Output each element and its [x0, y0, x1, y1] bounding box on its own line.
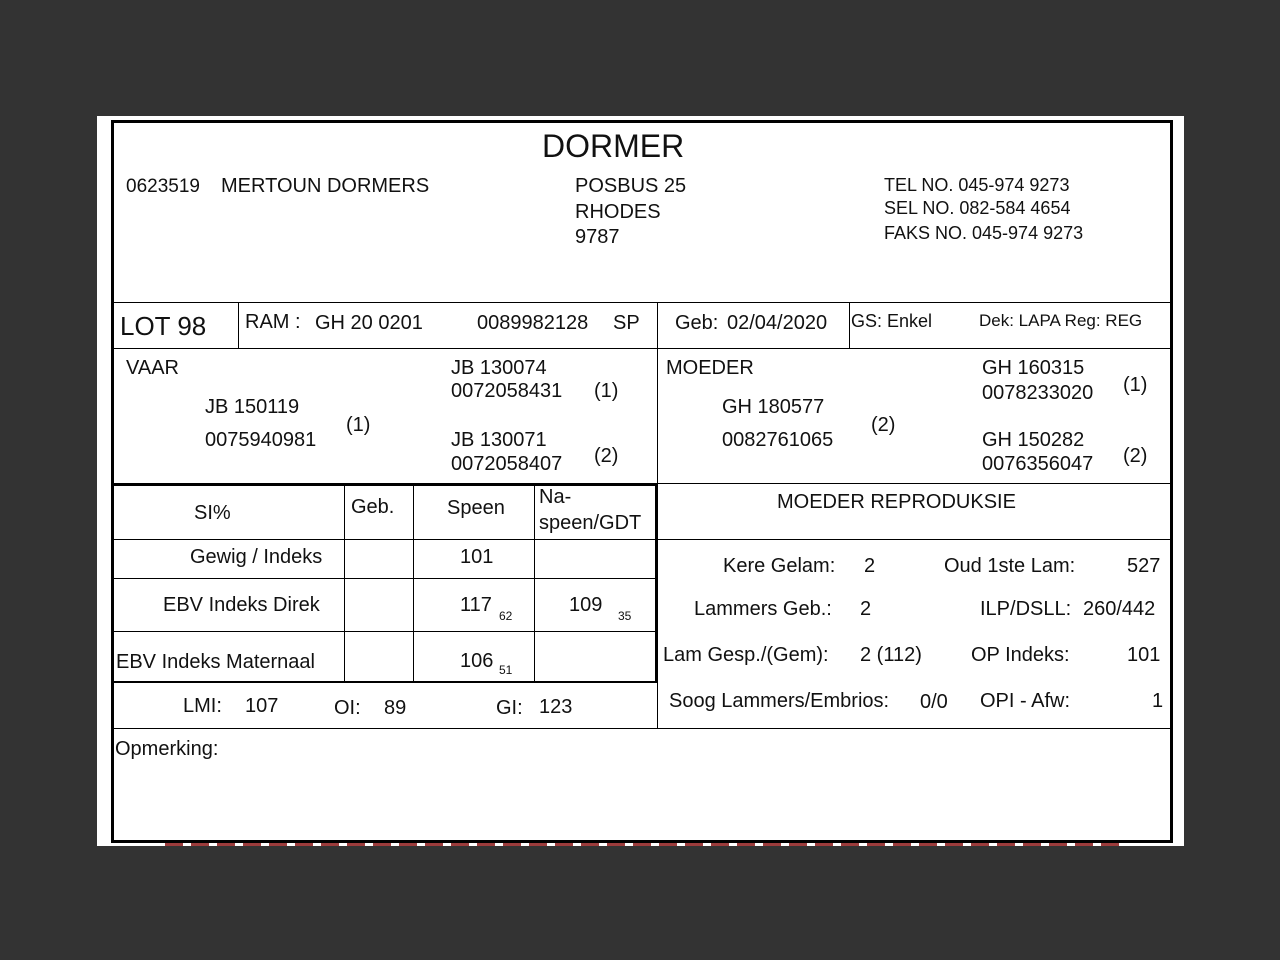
dam-sire-reg: 0078233020: [982, 382, 1094, 404]
ram-grade: SP: [613, 312, 640, 334]
ebv-maternaal-speen-accuracy: 51: [499, 663, 513, 677]
divider: [413, 484, 414, 682]
dam-sire-count: (1): [1123, 374, 1148, 396]
sire-sire-id: JB 130074: [451, 357, 547, 379]
birth-date-label: Geb:: [675, 312, 719, 334]
col-header-naspeen-1: Na-: [539, 486, 572, 508]
sire-dam-count: (2): [594, 445, 619, 467]
ebv-direk-speen: 117: [460, 594, 492, 616]
divider: [114, 539, 1172, 540]
reproduction-title: MOEDER REPRODUKSIE: [777, 491, 1016, 513]
ram-label: RAM :: [245, 311, 301, 333]
opi-value: 1: [1152, 690, 1164, 712]
address-line-2: RHODES: [575, 201, 661, 223]
oud-label: Oud 1ste Lam:: [944, 555, 1076, 577]
sel-number: SEL NO. 082-584 4654: [884, 198, 1071, 218]
breed-title: DORMER: [542, 128, 685, 164]
divider: [114, 728, 1172, 729]
op-value: 101: [1127, 644, 1161, 666]
sire-id: JB 150119: [205, 396, 300, 418]
oi-label: OI:: [334, 697, 361, 719]
address-line-3: 9787: [575, 226, 620, 248]
soog-value: 0/0: [920, 691, 948, 713]
remarks-label: Opmerking:: [115, 738, 219, 760]
dam-dam-reg: 0076356047: [982, 453, 1094, 475]
row-label-ebv-maternaal: EBV Indeks Maternaal: [116, 651, 315, 673]
lmi-value: 107: [245, 695, 279, 717]
tel-number: TEL NO. 045-974 9273: [884, 175, 1070, 195]
col-header-geb: Geb.: [351, 496, 395, 518]
divider: [534, 484, 535, 682]
lammers-label: Lammers Geb.:: [694, 598, 832, 620]
lot-number: LOT 98: [120, 311, 207, 341]
gewig-speen: 101: [460, 546, 494, 568]
breeder-name: MERTOUN DORMERS: [221, 175, 430, 197]
ebv-maternaal-speen: 106: [460, 650, 494, 672]
cut-off-red-text: [165, 843, 1125, 846]
op-label: OP Indeks:: [971, 644, 1070, 666]
dam-dam-count: (2): [1123, 445, 1148, 467]
table-border: [655, 484, 658, 683]
soog-label: Soog Lammers/Embrios:: [669, 690, 890, 712]
dam-sire-id: GH 160315: [982, 357, 1085, 379]
dam-label: MOEDER: [666, 357, 754, 379]
divider: [114, 578, 657, 579]
breeder-id: 0623519: [126, 176, 200, 197]
col-header-naspeen-2: speen/GDT: [539, 512, 642, 534]
dam-dam-id: GH 150282: [982, 429, 1085, 451]
gi-label: GI:: [496, 697, 523, 719]
oi-value: 89: [384, 697, 407, 719]
kere-label: Kere Gelam:: [723, 555, 836, 577]
sire-count: (1): [346, 414, 371, 436]
ebv-direk-naspeen: 109: [569, 594, 603, 616]
sire-dam-reg: 0072058407: [451, 453, 563, 475]
divider: [114, 302, 1172, 303]
gesp-value: 2 (112): [860, 644, 922, 666]
opi-label: OPI - Afw:: [980, 690, 1071, 712]
dam-count: (2): [871, 414, 896, 436]
ram-reg: 0089982128: [477, 312, 589, 334]
divider: [849, 302, 850, 348]
ilp-value: 260/442: [1083, 598, 1156, 620]
birth-status: GS: Enkel: [851, 311, 933, 331]
gesp-label: Lam Gesp./(Gem):: [663, 644, 829, 666]
kere-value: 2: [864, 555, 876, 577]
table-border: [114, 681, 658, 683]
table-border: [114, 484, 658, 486]
divider: [238, 302, 239, 348]
col-header-si: SI%: [194, 502, 231, 524]
divider: [344, 484, 345, 682]
ebv-direk-naspeen-accuracy: 35: [618, 609, 632, 623]
dam-reg: 0082761065: [722, 429, 834, 451]
ebv-direk-speen-accuracy: 62: [499, 609, 513, 623]
sire-reg: 0075940981: [205, 429, 317, 451]
divider: [114, 348, 1172, 349]
sire-sire-count: (1): [594, 380, 619, 402]
ram-id: GH 20 0201: [315, 312, 423, 334]
row-label-gewig: Gewig / Indeks: [190, 546, 323, 568]
mating-info: Dek: LAPA Reg: REG: [979, 311, 1143, 330]
dam-id: GH 180577: [722, 396, 825, 418]
oud-value: 527: [1127, 555, 1161, 577]
lmi-label: LMI:: [183, 695, 222, 717]
col-header-speen: Speen: [447, 497, 505, 519]
sire-label: VAAR: [126, 357, 179, 379]
ilp-label: ILP/DSLL:: [980, 598, 1072, 620]
divider: [114, 631, 657, 632]
faks-number: FAKS NO. 045-974 9273: [884, 223, 1084, 243]
lammers-value: 2: [860, 598, 872, 620]
birth-date: 02/04/2020: [727, 312, 828, 334]
sire-dam-id: JB 130071: [451, 429, 547, 451]
gi-value: 123: [539, 696, 573, 718]
divider: [657, 302, 658, 348]
address-line-1: POSBUS 25: [575, 175, 687, 197]
row-label-ebv-direk: EBV Indeks Direk: [163, 594, 320, 616]
sire-sire-reg: 0072058431: [451, 380, 563, 402]
